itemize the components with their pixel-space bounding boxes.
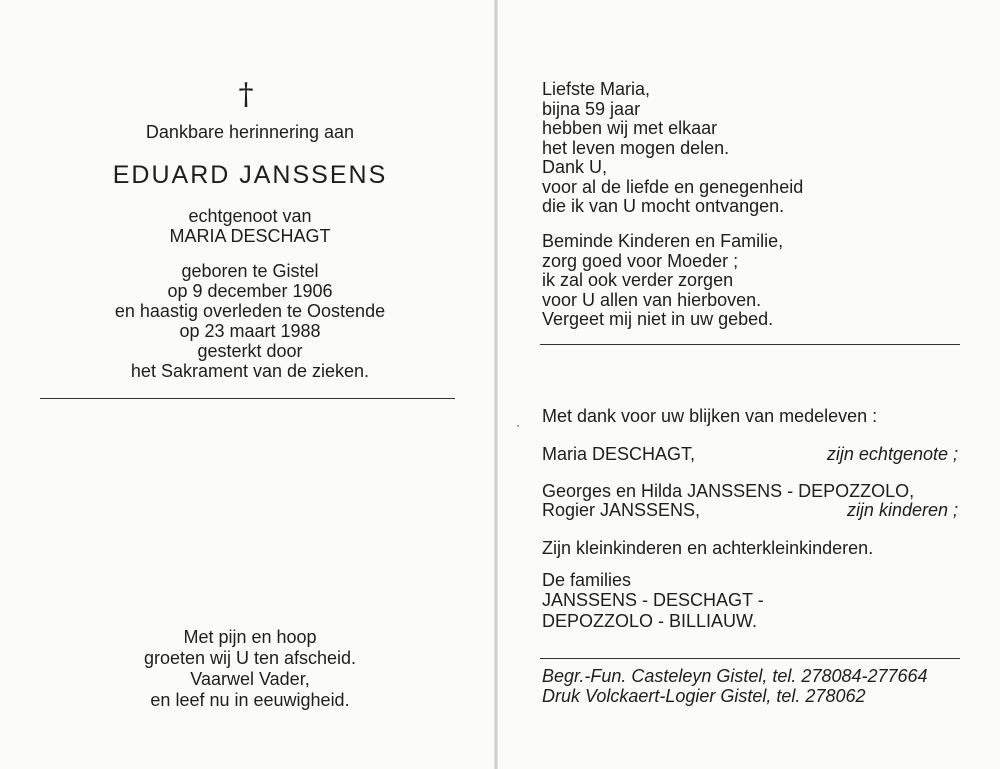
- sacrament-text: het Sakrament van de zieken.: [130, 361, 370, 381]
- birth-date: op 9 december 1906: [167, 281, 333, 301]
- spouse-entry-role: zijn echtgenote ;: [826, 444, 958, 464]
- poem-line: Vergeet mij niet in uw gebed.: [542, 309, 774, 329]
- thanks-heading: Met dank voor uw blijken van medeleven :: [542, 406, 878, 426]
- divider: [540, 344, 960, 345]
- farewell-line: groeten wij U ten afscheid.: [143, 648, 357, 668]
- divider: [540, 658, 960, 659]
- children-entry-name: Rogier JANSSENS,: [542, 500, 701, 520]
- death-date: op 23 maart 1988: [179, 321, 321, 341]
- death-place: en haastig overleden te Oostende: [114, 301, 386, 321]
- strengthened-text: gesterkt door: [197, 341, 303, 361]
- poem-line: Liefste Maria,: [542, 79, 651, 99]
- cross-icon: †: [238, 77, 254, 112]
- spouse-label: echtgenoot van: [188, 206, 312, 226]
- grandchildren-text: Zijn kleinkinderen en achterkleinkinderen.: [542, 538, 874, 558]
- farewell-line: Vaarwel Vader,: [190, 669, 310, 689]
- poem-line: Beminde Kinderen en Familie,: [542, 231, 784, 251]
- poem-line: het leven mogen delen.: [542, 137, 730, 158]
- spouse-entry-name: Maria DESCHAGT,: [542, 444, 696, 464]
- poem-line: Dank U,: [542, 157, 608, 177]
- left-panel: [0, 0, 494, 769]
- poem-line: die ik van U mocht ontvangen.: [542, 196, 785, 216]
- spouse-name: MARIA DESCHAGT: [169, 226, 331, 246]
- farewell-line: Met pijn en hoop: [183, 627, 317, 647]
- farewell-line: en leef nu in eeuwigheid.: [150, 690, 350, 710]
- poem-line: voor U allen van hierboven.: [542, 289, 762, 310]
- printer-info: Druk Volckaert-Logier Gistel, tel. 278062: [542, 686, 866, 706]
- funeral-home-info: Begr.-Fun. Casteleyn Gistel, tel. 278084-277664: [542, 666, 928, 686]
- poem-line: hebben wij met elkaar: [542, 118, 718, 138]
- children-entry: Georges en Hilda JANSSENS - DEPOZZOLO,: [542, 481, 915, 501]
- deceased-name: EDUARD JANSSENS: [112, 161, 388, 189]
- families-label: De families: [542, 570, 632, 590]
- right-panel: [498, 0, 1000, 769]
- poem-stanza-1: [542, 80, 803, 217]
- paper-speck: [517, 425, 519, 427]
- poem-stanza-2: [542, 232, 783, 330]
- poem-line: bijna 59 jaar: [542, 98, 641, 119]
- poem-line: voor al de liefde en genegenheid: [542, 176, 804, 197]
- intro-text: Dankbare herinnering aan: [145, 122, 355, 142]
- families-line: DEPOZZOLO - BILLIAUW.: [542, 611, 758, 631]
- divider: [40, 398, 455, 399]
- birth-place: geboren te Gistel: [181, 261, 319, 281]
- children-entry-role: zijn kinderen ;: [846, 500, 958, 520]
- poem-line: ik zal ook verder zorgen: [542, 270, 734, 290]
- families-line: JANSSENS - DESCHAGT -: [542, 590, 764, 610]
- poem-line: zorg goed voor Moeder ;: [542, 250, 739, 271]
